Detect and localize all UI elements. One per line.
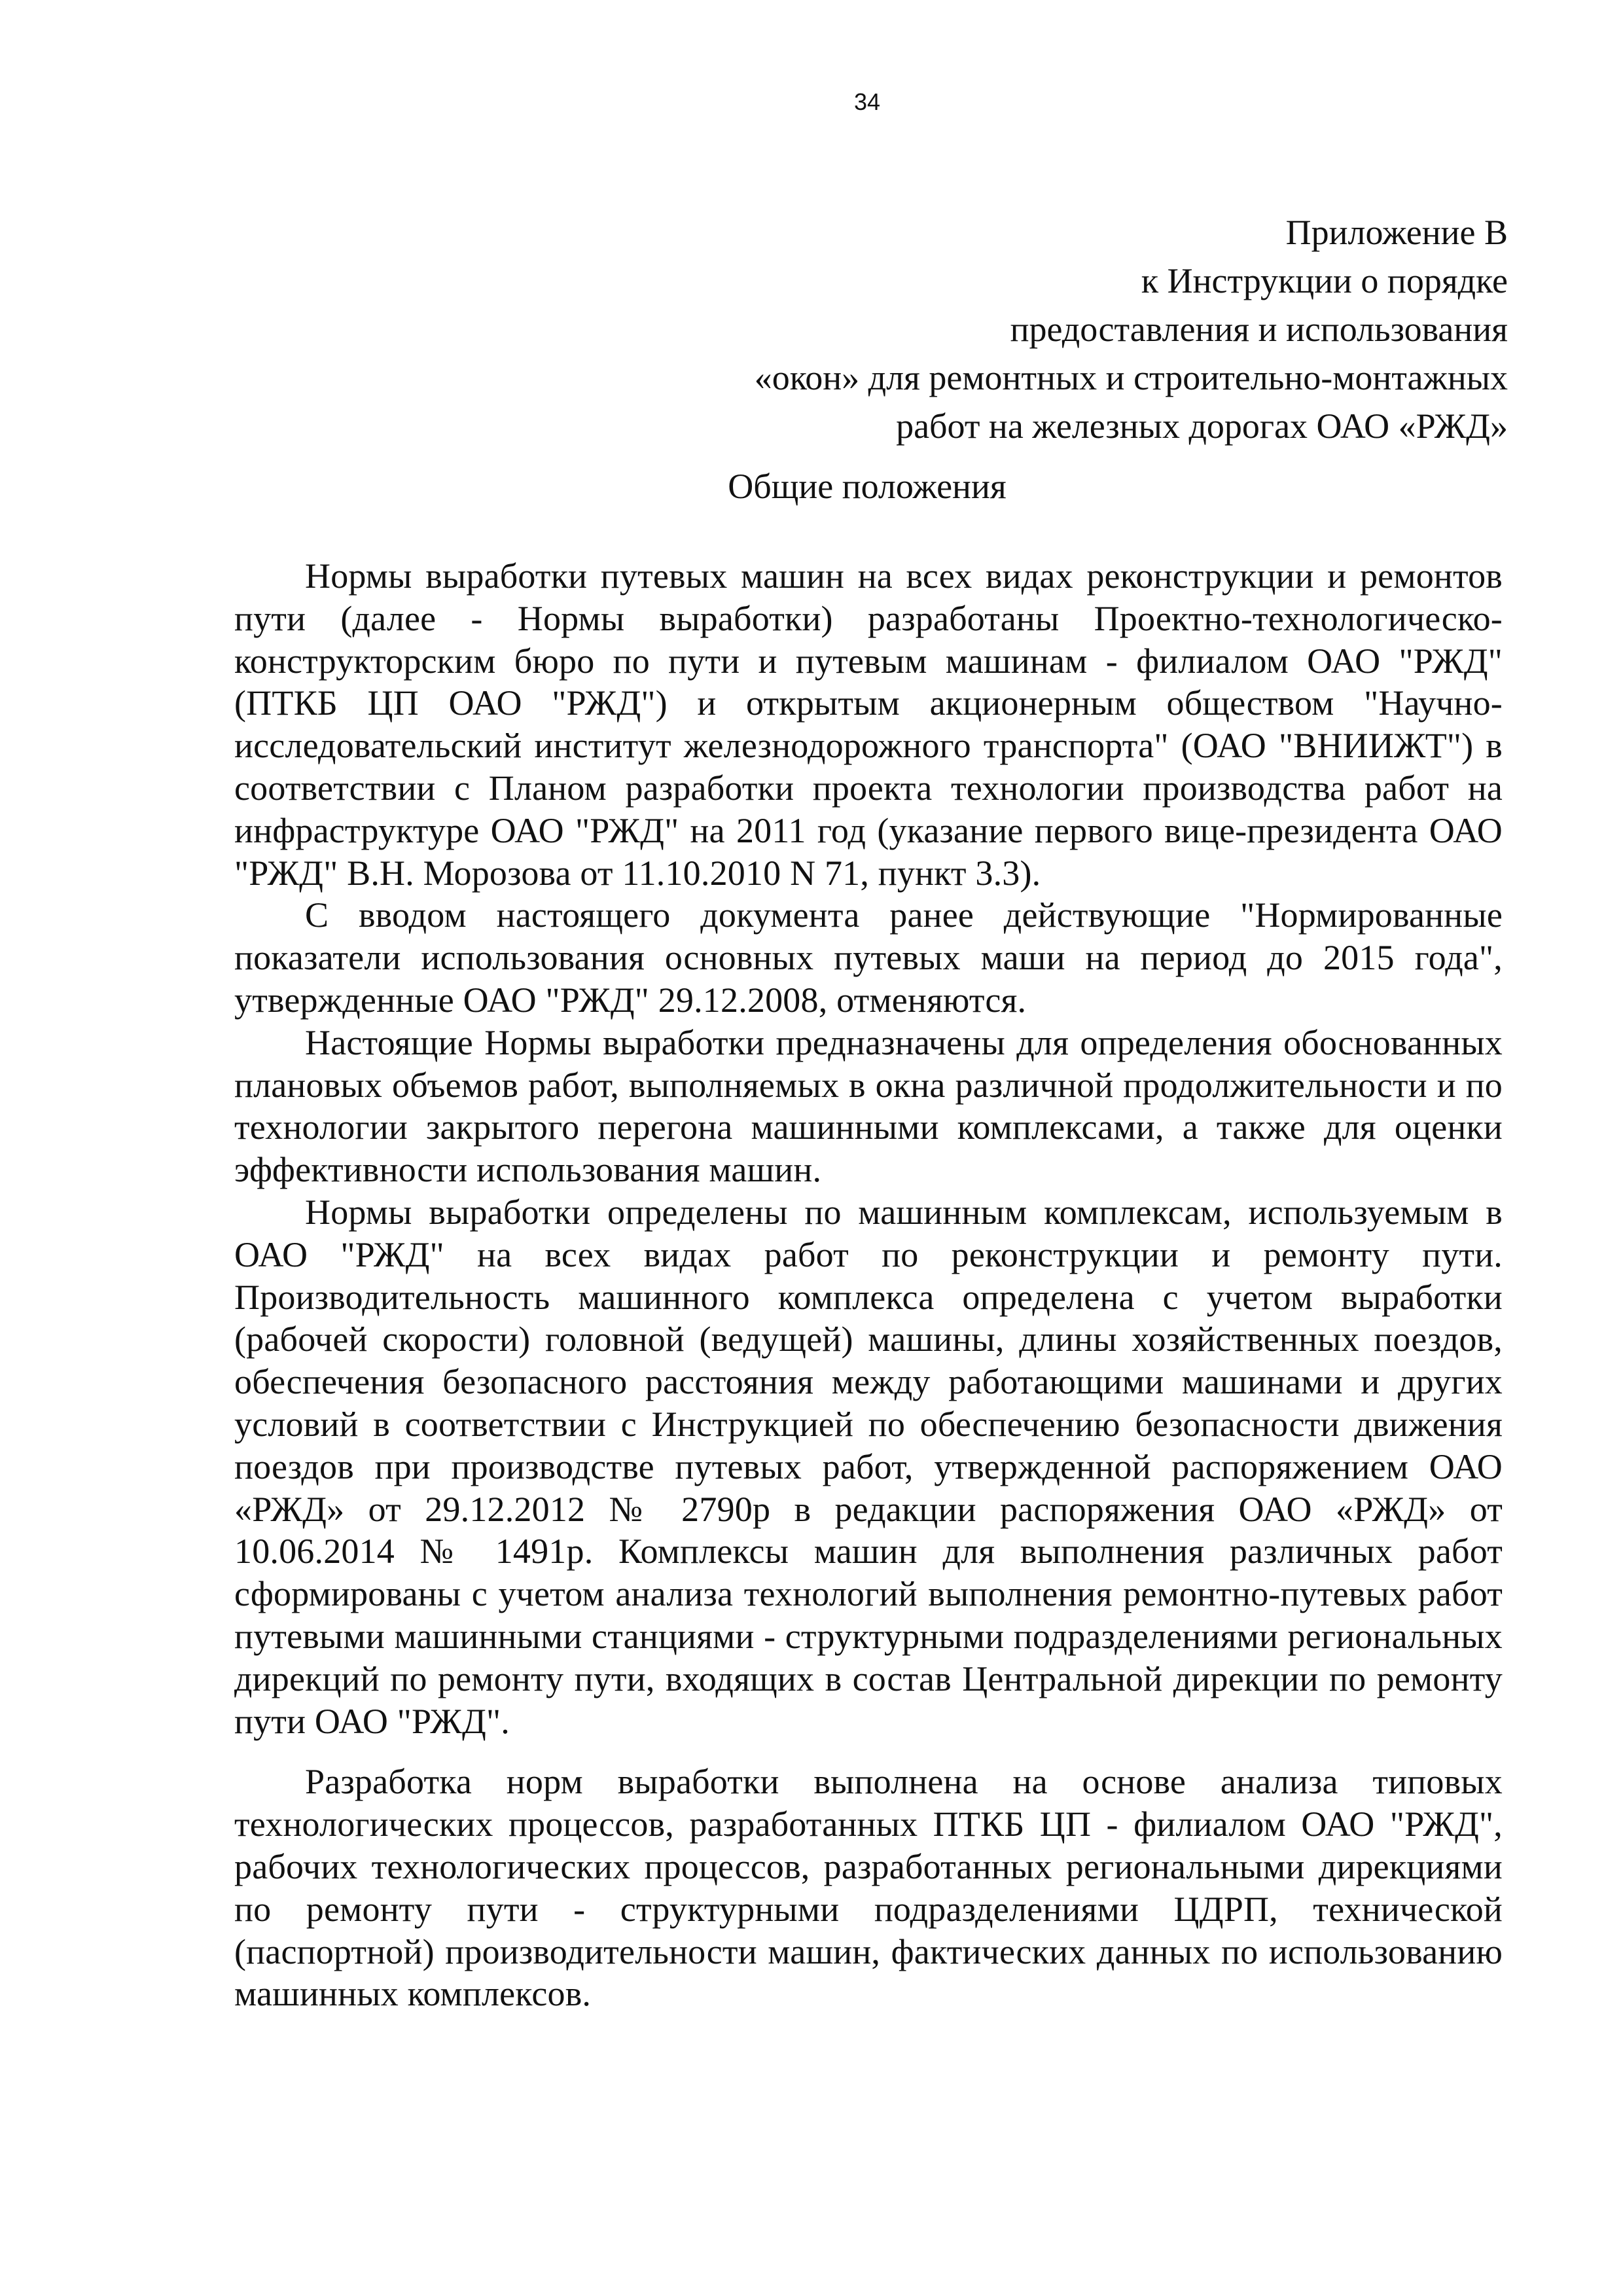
appendix-line: к Инструкции о порядке: [1141, 261, 1508, 300]
appendix-header: [755, 208, 1508, 450]
paragraph: Нормы выработки определены по машинным комплексам, используемым в ОАО "РЖД" на всех видах работ по реконструкции и ремонту пути. Производительность машинного комплекса определена с учетом выработки (рабочей скорости) головной (ведущей) машины, длины хозяйственных поездов, обеспечения безопасного расстояния между работающими машинами и других условий в соответствии с Инструкцией по обеспечению безопасности движения поездов при производстве путевых работ, утвержденной распоряжением ОАО «РЖД» от 29.12.2012 № 2790р в редакции распоряжения ОАО «РЖД» от 10.06.2014 № 1491р. Комплексы машин для выполнения различных работ сформированы с учетом анализа технологий выполнения ремонтно-путевых работ путевыми машинными станциями - структурными подразделениями региональных дирекций по ремонту пути, входящих в состав Центральной дирекции по ремонту пути ОАО "РЖД".: [234, 1192, 1503, 1741]
appendix-title: Приложение В: [1285, 213, 1508, 252]
paragraph: Нормы выработки путевых машин на всех видах реконструкции и ремонтов пути (далее - Нормы выработки) разработаны Проектно-технологическо-конструкторским бюро по пути и путевым машинам - филиалом ОАО "РЖД" (ПТКБ ЦП ОАО "РЖД") и открытым акционерным обществом "Научно-исследовательский институт железнодорожного транспорта" (ОАО "ВНИИЖТ") в соответствии с Планом разработки проекта технологии производства работ на инфраструктуре ОАО "РЖД" на 2011 год (указание первого вице-президента ОАО "РЖД" В.Н. Морозова от 11.10.2010 N 71, пункт 3.3).: [234, 556, 1503, 893]
appendix-line: «окон» для ремонтных и строительно-монтажных: [754, 358, 1508, 397]
document-body: [234, 555, 1503, 2015]
appendix-line: предоставления и использования: [1010, 310, 1508, 349]
section-title: Общие положения: [728, 467, 1007, 506]
paragraph: Настоящие Нормы выработки предназначены для определения обоснованных плановых объемов работ, выполняемых в окна различной продолжительности и по технологии закрытого перегона машинными комплексами, а также для оценки эффективности использования машин.: [234, 1022, 1503, 1190]
paragraph: С вводом настоящего документа ранее действующие "Нормированные показатели использования основных путевых маши на период до 2015 года", утвержденные ОАО "РЖД" 29.12.2008, отменяются.: [234, 895, 1503, 1020]
page-number: 34: [853, 88, 881, 115]
appendix-line: работ на железных дорогах ОАО «РЖД»: [896, 406, 1508, 446]
paragraph: Разработка норм выработки выполнена на основе анализа типовых технологических процессов, разработанных ПТКБ ЦП - филиалом ОАО "РЖД", рабочих технологических процессов, разработанных региональными дирекциями по ремонту пути - структурными подразделениями ЦДРП, технической (паспортной) производительности машин, фактических данных по использованию машинных комплексов.: [234, 1762, 1503, 2014]
